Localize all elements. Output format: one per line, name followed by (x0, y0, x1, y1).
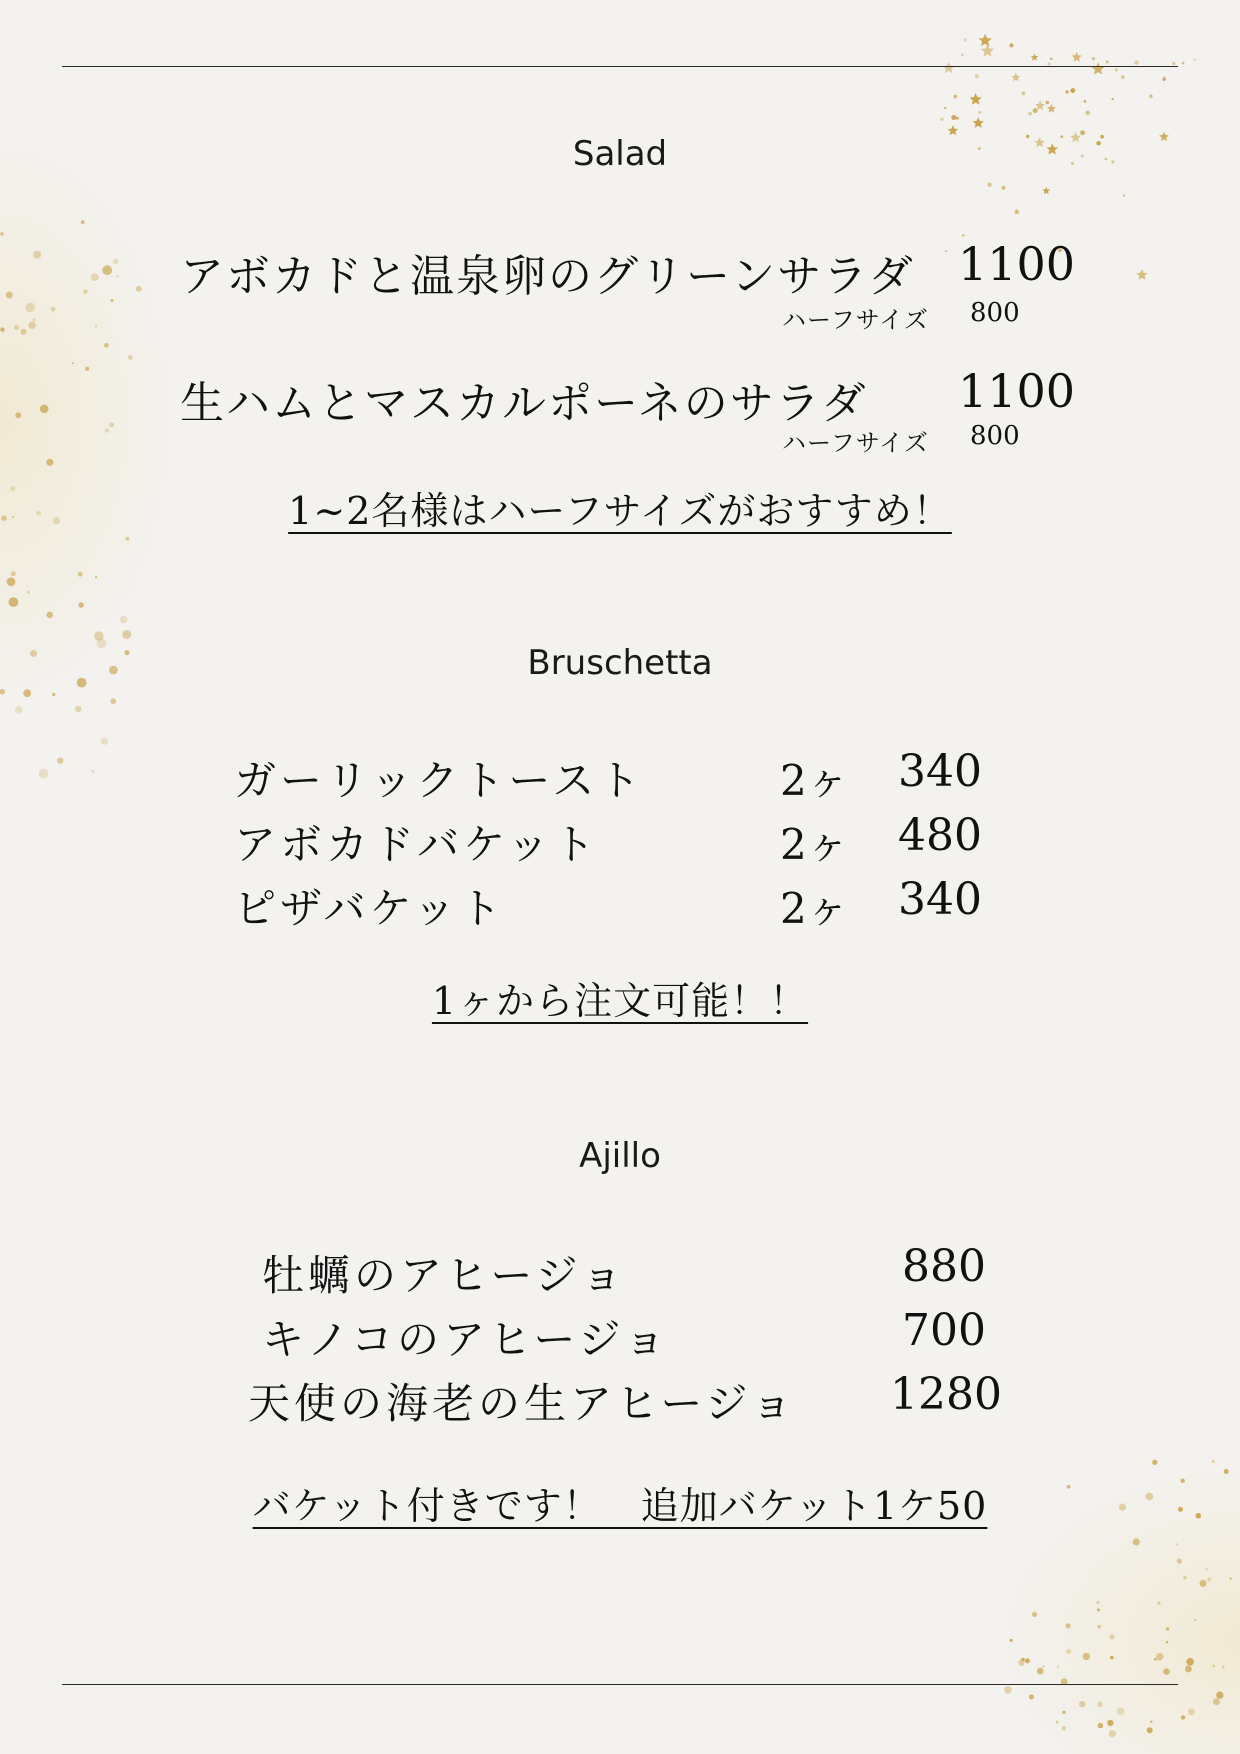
bruschetta-note: 1ヶから注文可能！！ (431, 979, 809, 1023)
ajillo-note: バケット付きです！ 追加バケット1ケ50 (252, 1484, 988, 1528)
menu-item-price: 1280 (890, 1369, 1002, 1420)
menu-item-name: ガーリックトースト (234, 756, 645, 805)
half-size-label: ハーフサイズ (782, 306, 929, 334)
menu-item-price: 340 (898, 746, 982, 797)
menu-item-price: 880 (902, 1241, 986, 1292)
menu-item-qty: 2ヶ (780, 820, 849, 869)
menu-item-qty: 2ヶ (780, 756, 849, 805)
menu-item-name: アボカドバケット (234, 820, 600, 869)
menu-item-price: 1100 (958, 237, 1076, 291)
menu-item-name: ピザバケット (234, 884, 506, 933)
menu-item-price: 340 (898, 874, 982, 925)
half-size-label: ハーフサイズ (782, 429, 929, 457)
menu-item-name: 生ハムとマスカルポーネのサラダ (180, 378, 868, 429)
salad-note: 1~2名様はハーフサイズがおすすめ！ (288, 489, 952, 533)
menu-item-name: 天使の海老の生アヒージョ (248, 1379, 797, 1428)
half-size-price: 800 (970, 298, 1020, 328)
section-heading-salad: Salad (572, 134, 668, 174)
menu-item-qty: 2ヶ (780, 884, 849, 933)
menu-item-price: 1100 (958, 364, 1076, 418)
menu-item-name: 牡蠣のアヒージョ (262, 1251, 627, 1300)
menu-item-price: 480 (898, 810, 982, 861)
menu-item-price: 700 (902, 1305, 986, 1356)
menu-item-name: キノコのアヒージョ (262, 1315, 670, 1364)
section-heading-ajillo: Ajillo (579, 1136, 661, 1176)
top-divider (62, 66, 1178, 67)
section-heading-bruschetta: Bruschetta (527, 643, 713, 683)
menu-item-name: アボカドと温泉卵のグリーンサラダ (180, 251, 915, 302)
half-size-price: 800 (970, 421, 1020, 451)
bottom-divider (62, 1684, 1178, 1685)
